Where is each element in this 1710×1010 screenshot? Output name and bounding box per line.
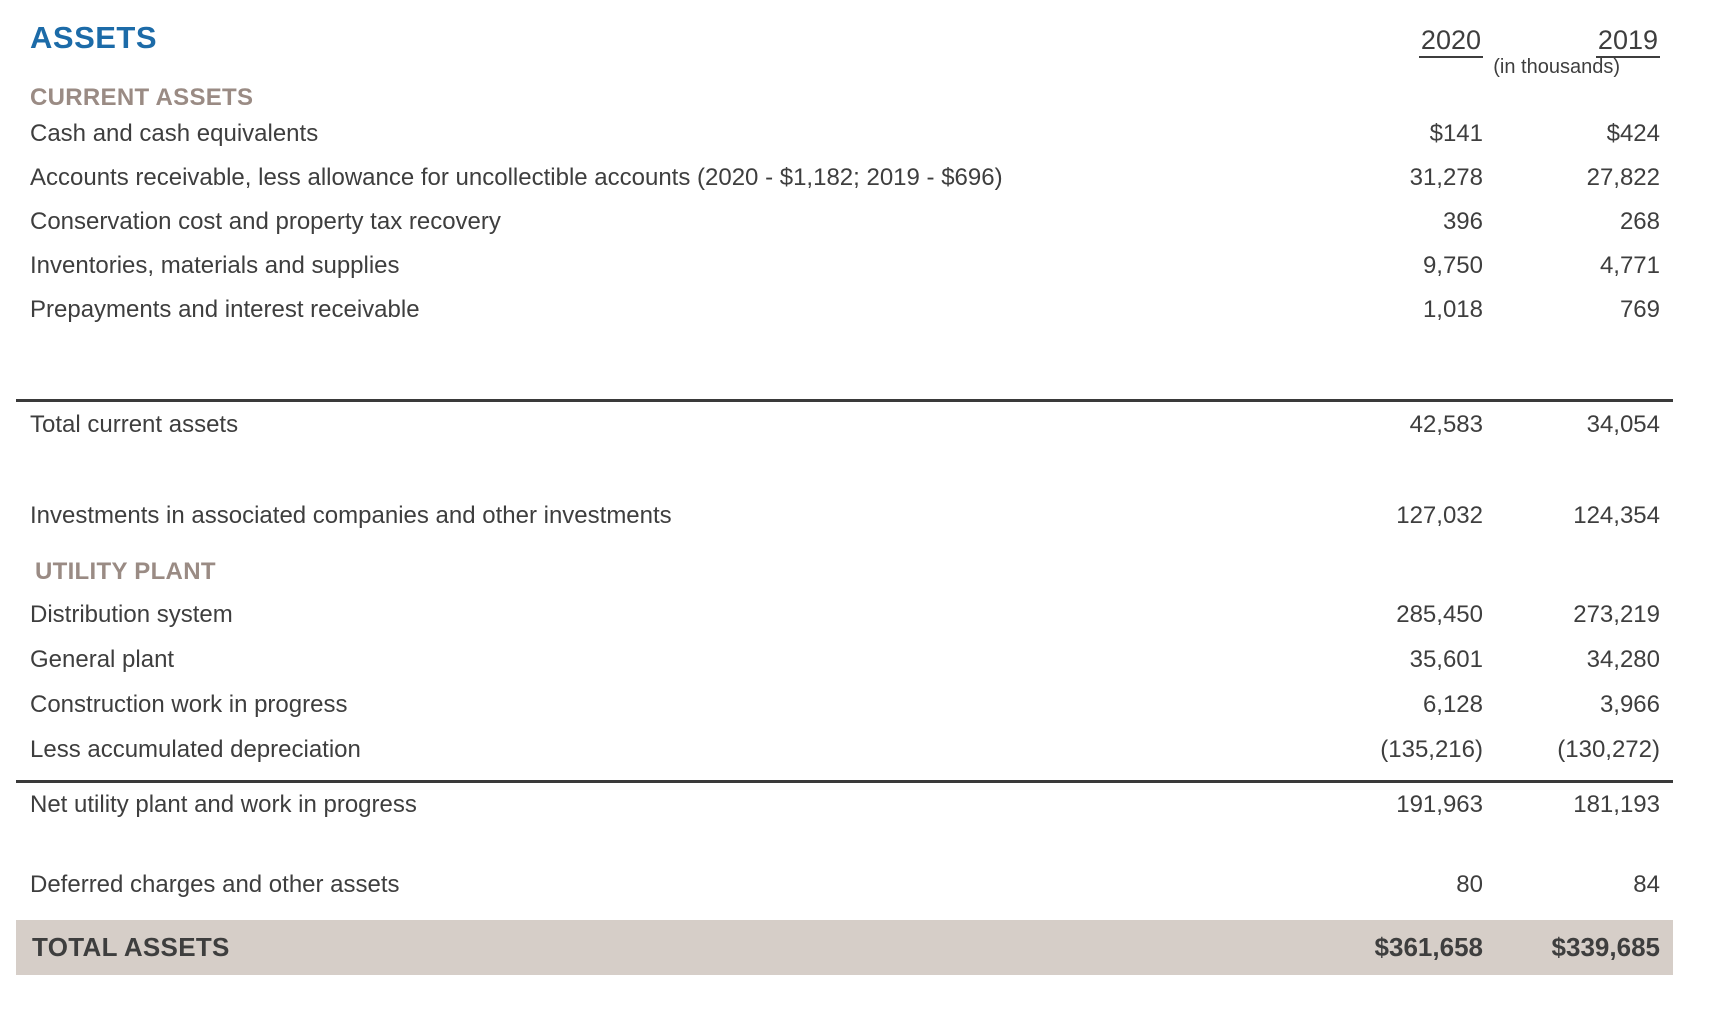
row-value-2020: 42,583 — [1409, 411, 1483, 438]
row-label: Deferred charges and other assets — [30, 871, 400, 898]
spacer — [16, 827, 1673, 863]
row-value-2020: 1,018 — [1422, 296, 1483, 323]
row-label: Distribution system — [30, 600, 233, 628]
spacer — [16, 448, 1673, 494]
row-label: Less accumulated depreciation — [30, 735, 361, 763]
row-label: Net utility plant and work in progress — [30, 791, 417, 818]
column-header-2020: 2020 — [1419, 25, 1483, 58]
row-label: Investments in associated companies and other investments — [30, 502, 672, 529]
row-value-2019: 268 — [1619, 208, 1660, 235]
row-label: Inventories, materials and supplies — [30, 252, 400, 279]
row-value-2020: 6,128 — [1422, 690, 1483, 718]
row-label: Construction work in progress — [30, 690, 348, 718]
row-label: Prepayments and interest receivable — [30, 296, 420, 323]
row-value-2019: 84 — [1633, 871, 1660, 898]
header-row — [16, 14, 1673, 56]
table-row-total-current-assets — [16, 402, 1673, 448]
table-row-net-utility-plant — [16, 783, 1673, 827]
row-label: General plant — [30, 645, 175, 673]
row-value-2020: $361,658 — [1374, 932, 1483, 962]
row-value-2020: 285,450 — [1396, 600, 1483, 628]
row-value-2019: 27,822 — [1586, 164, 1660, 191]
row-value-2019: 273,219 — [1573, 600, 1660, 628]
row-value-2019: 124,354 — [1573, 502, 1660, 529]
row-value-2019: (130,272) — [1557, 735, 1660, 763]
row-label: Cash and cash equivalents — [30, 120, 319, 147]
row-label: Total current assets — [30, 411, 239, 438]
page-title: ASSETS — [30, 20, 158, 55]
row-label: Conservation cost and property tax recovery — [30, 208, 501, 235]
units-note: (in thousands) — [1493, 56, 1620, 78]
row-value-2019: $424 — [1606, 120, 1660, 147]
row-value-2020: 9,750 — [1422, 252, 1483, 279]
section-heading-utility-plant: UTILITY PLANT — [35, 558, 216, 585]
row-value-2020: 31,278 — [1409, 164, 1483, 191]
row-value-2019: 181,193 — [1573, 791, 1660, 818]
table-row-investments — [16, 494, 1673, 538]
table-row-accumulated-depreciation — [16, 727, 1673, 772]
row-value-2019: 34,280 — [1586, 645, 1660, 673]
table-row-distribution-system — [16, 592, 1673, 637]
row-value-2020: 127,032 — [1396, 502, 1483, 529]
row-value-2019: 34,054 — [1586, 411, 1660, 438]
table-row-cash — [16, 112, 1673, 156]
row-value-2020: 35,601 — [1409, 645, 1483, 673]
table-row-inventories — [16, 244, 1673, 288]
column-header-2019: 2019 — [1596, 25, 1660, 58]
row-value-2019: 769 — [1619, 296, 1660, 323]
row-value-2020: 80 — [1456, 871, 1483, 898]
table-row-general-plant — [16, 637, 1673, 682]
table-row-conservation-cost — [16, 200, 1673, 244]
row-label: TOTAL ASSETS — [32, 932, 230, 962]
units-note-row — [16, 56, 1673, 80]
section-heading-current-assets: CURRENT ASSETS — [30, 84, 254, 111]
table-row-prepayments — [16, 288, 1673, 332]
balance-sheet-assets — [16, 0, 1673, 975]
row-value-2020: $141 — [1429, 120, 1483, 147]
row-label: Accounts receivable, less allowance for uncollectible accounts (2020 - $1,182; 2019 - $696) — [30, 164, 1003, 191]
row-value-2019: $339,685 — [1551, 932, 1660, 962]
table-row-total-assets — [16, 920, 1673, 975]
table-row-deferred-charges — [16, 863, 1673, 907]
table-row-accounts-receivable — [16, 156, 1673, 200]
row-value-2019: 3,966 — [1599, 690, 1660, 718]
table-row-construction-wip — [16, 682, 1673, 727]
spacer — [16, 907, 1673, 920]
row-value-2020: 191,963 — [1396, 791, 1483, 818]
row-value-2019: 4,771 — [1599, 252, 1660, 279]
row-value-2020: (135,216) — [1380, 735, 1483, 763]
row-value-2020: 396 — [1442, 208, 1483, 235]
